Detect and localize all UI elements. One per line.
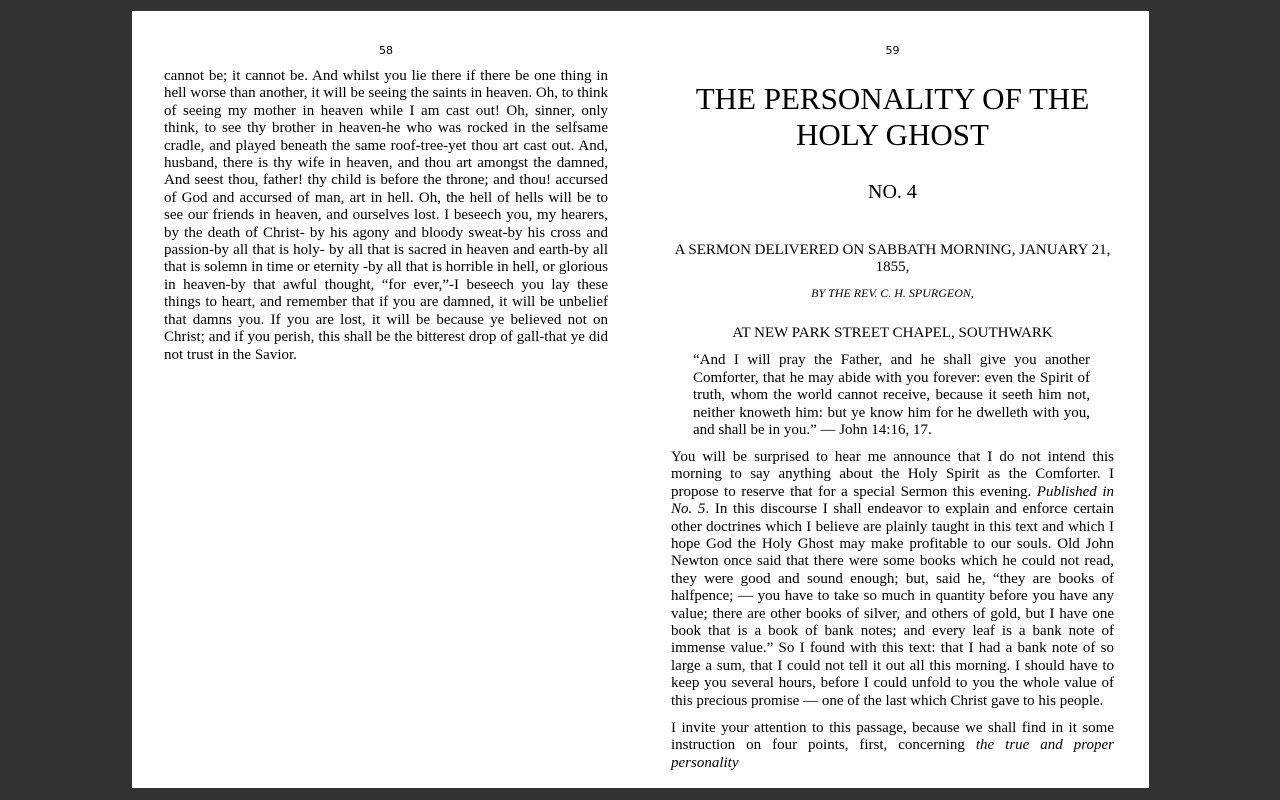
sermon-byline: BY THE REV. C. H. SPURGEON, [811, 286, 974, 300]
paragraph-1-italic: Published in No. 5 [671, 483, 1114, 518]
document-spread [132, 11, 1149, 788]
sermon-location: AT NEW PARK STREET CHAPEL, SOUTHWARK [732, 325, 1053, 341]
left-page-text: cannot be; it cannot be. And whilst you lie there if there be one thing in hell worse than another, it will be seeing the saints in heaven. Oh, to think of seeing my mother in heaven while I am cast out! Oh, sinner, only think, to see thy brother in heaven-he who was rocked in the selfsame cradle, and played beneath the same roof-tree-yet thou art cast out. And, husband, there is thy wife in heaven, and thou art amongst the damned, And seest thou, father! thy child is before the throne; and thou! accursed of God and accursed of man, art in hell. Oh, the hell of hells will be to see our friends in heaven, and ourselves lost. I beseech you, my hearers, by the death of Christ- by his agony and bloody sweat-by his cross and passion-by all that is holy- by all that is sacred in heaven and earth-by all that is solemn in time or eternity -by all that is horrible in hell, or glorious in heaven-by that awful thought, “for ever,”-I beseech you lay these things to heart, and remember that if you are damned, it will be unbelief that damns you. If you are lost, it will be because ye believed not on Christ; and if you perish, this shall be the bitterest drop of gall-that ye did not trust in the Savior. [164, 68, 608, 363]
right-page-number: 59 [885, 44, 900, 57]
paragraph-1-text-a: You will be surprised to hear me announce that I do not intend this morning to say anything about the Holy Spirit as the Comforter. I propose to reserve that for a special Sermon this evening. [671, 449, 1114, 500]
sermon-paragraph-2 [671, 720, 1114, 772]
sermon-number: NO. 4 [868, 181, 917, 203]
scripture-quote: “And I will pray the Father, and he shall give you another Comforter, that he may abide with you forever: even the Spirit of truth, whom the world cannot receive, because it seeth him not, neither knoweth him: but ye know him for he dwelleth with you, and shall be in you.” — John 14:16, 17. [693, 352, 1090, 438]
sermon-paragraph-1 [671, 449, 1114, 710]
paragraph-1-text-b: . In this discourse I shall endeavor to explain and enforce certain other doctrines which I believe are plainly taught in this text and which I hope God the Holy Ghost may make profitable to our souls. Old John Newton once said that there were some books which he could not read, they were good and sound enough; but, said he, “they are books of halfpence; — you have to take so much in quantity before you have any value; there are other books of silver, and others of gold, but I have one book that is a book of bank notes; and every leaf is a bank note of immense value.” So I found with this text: that I had a bank note of so large a sum, that I could not tell it out all this morning. I should have to keep you several hours, before I could unfold to you the whole value of this precious promise — one of the last which Christ gave to his people. [671, 501, 1114, 709]
paragraph-2-italic: the true and proper personality [671, 737, 1115, 771]
sermon-delivered-line: A SERMON DELIVERED ON SABBATH MORNING, JANUARY 21, 1855, [674, 242, 1111, 275]
left-page-number: 58 [379, 44, 393, 57]
sermon-title: THE PERSONALITY OF THE HOLY GHOST [695, 81, 1090, 152]
paragraph-2-text-a: I invite your attention to this passage, because we shall find in it some instruction on four points, first, concerning [671, 720, 1114, 754]
